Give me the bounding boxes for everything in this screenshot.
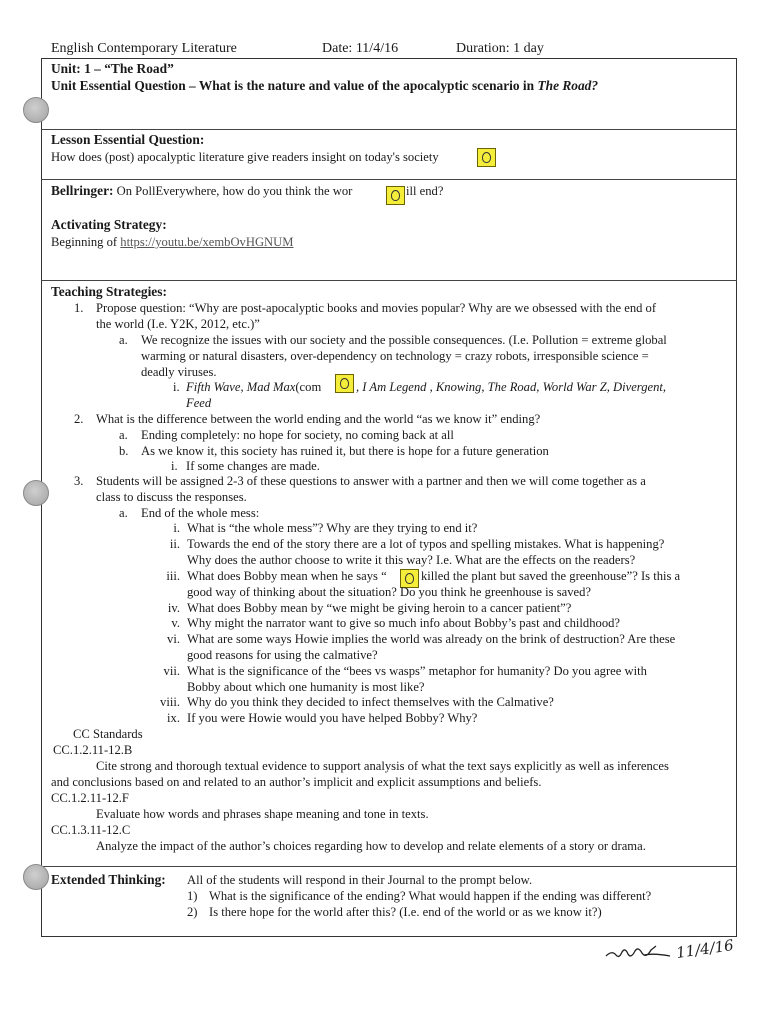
list-roman: ix. [167, 711, 180, 725]
list-item-text: End of the whole mess: [141, 506, 260, 520]
list-number: 1) [187, 889, 198, 903]
activating-prefix: Beginning of [51, 235, 121, 249]
list-item-text: class to discuss the responses. [96, 490, 247, 504]
list-item-text: If you were Howie would you have helped Bobby? Why? [187, 711, 478, 725]
list-item-text: What does Bobby mean when he says “ [187, 569, 387, 583]
comment-note-icon[interactable] [477, 148, 496, 167]
divider-extended [41, 866, 737, 867]
list-item-text: good reasons for using the calmative? [187, 648, 378, 662]
list-roman: i. [173, 521, 180, 535]
list-number: 2. [74, 412, 84, 426]
list-item-text: If some changes are made. [186, 459, 320, 473]
bellringer-text: On PollEverywhere, how do you think the wor [113, 184, 353, 198]
comment-note-icon[interactable] [335, 374, 354, 393]
prompt-text: Is there hope for the world after this? (I.e. end of the world or as we know it?) [209, 905, 602, 919]
lesson-date: Date: 11/4/16 [322, 41, 399, 56]
list-item-text: Bobby about which one humanity is most like? [187, 680, 425, 694]
handwritten-date: 11/4/16 [675, 936, 735, 962]
lesson-duration: Duration: 1 day [456, 41, 544, 56]
list-item-text: Ending completely: no hope for society, no coming back at all [141, 428, 454, 442]
list-item-text: What does Bobby mean by “we might be giving heroin to a cancer patient”? [187, 601, 572, 615]
list-item-text: Towards the end of the story there are a lot of typos and spelling mistakes. What is happening? [187, 537, 665, 551]
list-item-text: Students will be assigned 2-3 of these questions to answer with a partner and then we will come together as a [96, 474, 646, 488]
bellringer [51, 183, 352, 199]
list-letter: a. [119, 333, 128, 347]
list-roman: i. [173, 380, 180, 394]
standard-code: CC.1.2.11-12.F [51, 791, 129, 805]
list-roman: vi. [167, 632, 180, 646]
examples-titles-c [186, 395, 211, 411]
activating-strategy-text [51, 234, 293, 250]
course-title: English Contemporary Literature [51, 41, 237, 56]
divider-lesson [41, 179, 737, 180]
examples-line [186, 379, 321, 395]
list-item-text: deadly viruses. [141, 365, 217, 379]
divider-activating [41, 280, 737, 281]
standard-code: CC.1.2.11-12.B [53, 743, 133, 757]
list-item-text: We recognize the issues with our society and the possible consequences. (I.e. Pollution = extreme global [141, 333, 667, 347]
list-letter: a. [119, 506, 128, 520]
list-number: 2) [187, 905, 198, 919]
examples-com: (com [295, 380, 322, 394]
activating-strategy-label: Activating Strategy: [51, 217, 167, 232]
list-item-text: warming or natural disasters, over-dependency on technology = crazy robots, irresponsible science = [141, 349, 649, 363]
unit-question-book: The Road? [537, 78, 599, 93]
list-item-text: What is “the whole mess”? Why are they trying to end it? [187, 521, 478, 535]
comment-note-icon[interactable] [386, 186, 405, 205]
list-number: 3. [74, 474, 84, 488]
list-item-text: What is the difference between the world ending and the world “as we know it” ending? [96, 412, 541, 426]
unit-question-text: Unit Essential Question – What is the nature and value of the apocalyptic scenario in [51, 78, 538, 93]
lesson-question-text: How does (post) apocalyptic literature give readers insight on today's society [51, 150, 439, 164]
list-item-text: Why might the narrator want to give so much info about Bobby’s past and childhood? [187, 616, 621, 630]
list-item-text: As we know it, this society has ruined it, but there is hope for a future generation [141, 444, 549, 458]
examples-feed: Feed [186, 396, 212, 410]
video-link[interactable]: https://youtu.be/xembOvHGNUM [120, 235, 294, 249]
standard-text: Cite strong and thorough textual evidence to support analysis of what the text says explicitly as well as inferences [96, 759, 669, 773]
list-roman: i. [171, 459, 178, 473]
list-item-text: Propose question: “Why are post-apocalyptic books and movies popular? Why are we obsessed with the end of [96, 301, 657, 315]
extended-thinking-intro: All of the students will respond in their Journal to the prompt below. [187, 873, 533, 887]
lesson-question-label: Lesson Essential Question: [51, 132, 205, 147]
unit-essential-question [51, 78, 598, 94]
list-item-text: What are some ways Howie implies the world was already on the brink of destruction? Are these [187, 632, 676, 646]
teaching-strategies-label: Teaching Strategies: [51, 284, 167, 299]
standard-text: Analyze the impact of the author’s choices regarding how to develop and relate elements of a story or drama. [96, 839, 646, 853]
bellringer-label: Bellringer: [51, 183, 114, 198]
list-item-text: Why do you think they decided to infect themselves with the Calmative? [187, 695, 554, 709]
list-item-text: good way of thinking about the situation? Do you think he greenhouse is saved? [187, 585, 591, 599]
examples-titles-text: , I Am Legend , Knowing, The Road, World War Z, Divergent, [356, 380, 667, 394]
list-roman: iv. [167, 601, 180, 615]
list-item-text: the world (I.e. Y2K, 2012, etc.)” [96, 317, 260, 331]
list-roman: viii. [160, 695, 180, 709]
standard-text: and conclusions based on and related to an author’s implicit and explicit assumptions and beliefs. [51, 775, 542, 789]
examples-titles-b [356, 379, 666, 395]
handwritten-initials [604, 938, 674, 964]
list-roman: v. [171, 616, 180, 630]
divider-unit [41, 129, 737, 130]
list-letter: a. [119, 428, 128, 442]
list-roman: iii. [166, 569, 180, 583]
bellringer-text-end: ill end? [406, 184, 444, 198]
list-roman: ii. [169, 537, 180, 551]
hole-punch-top [23, 97, 49, 123]
unit-title: Unit: 1 – “The Road” [51, 61, 174, 76]
prompt-text: What is the significance of the ending? What would happen if the ending was different? [209, 889, 652, 903]
list-roman: vii. [163, 664, 180, 678]
hole-punch-bottom [23, 864, 49, 890]
standards-label: CC Standards [73, 727, 143, 741]
hole-punch-middle [23, 480, 49, 506]
standard-text: Evaluate how words and phrases shape meaning and tone in texts. [96, 807, 429, 821]
extended-thinking-label: Extended Thinking: [51, 872, 166, 887]
list-item-text: killed the plant but saved the greenhouse”? Is this a [421, 569, 681, 583]
list-letter: b. [119, 444, 129, 458]
examples-titles-a: Fifth Wave, Mad Max [186, 380, 296, 394]
list-number: 1. [74, 301, 84, 315]
list-item-text: Why does the author choose to write it this way? I.e. What are the effects on the readers? [187, 553, 636, 567]
standard-code: CC.1.3.11-12.C [51, 823, 131, 837]
list-item-text: What is the significance of the “bees vs wasps” metaphor for humanity? Do you agree with [187, 664, 647, 678]
